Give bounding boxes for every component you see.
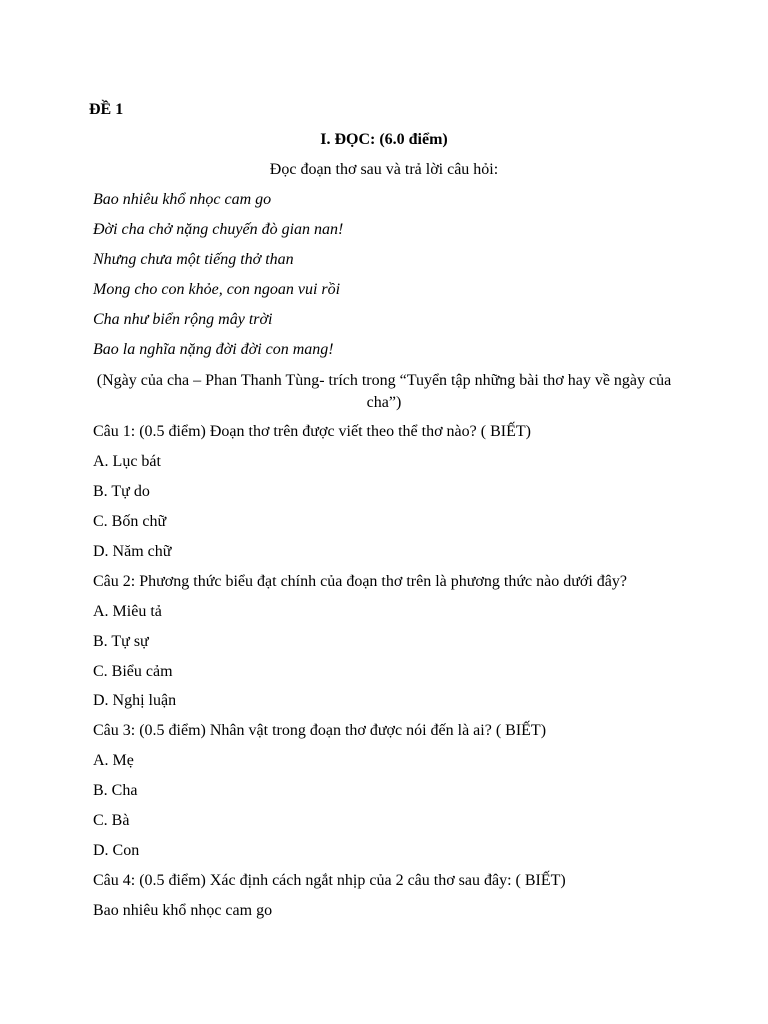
answer-option: A. Miêu tả: [93, 603, 162, 620]
exam-code: ĐỀ 1: [89, 101, 124, 118]
answer-option: B. Cha: [93, 782, 138, 799]
section-title: I. ĐỌC: (6.0 điểm): [320, 131, 448, 148]
quoted-verse: Bao nhiêu khổ nhọc cam go: [93, 902, 273, 919]
poem-line: Bao la nghĩa nặng đời đời con mang!: [93, 341, 334, 358]
poem-citation: (Ngày của cha – Phan Thanh Tùng- trích trong “Tuyển tập những bài thơ hay về ngày của cha”): [96, 372, 672, 411]
poem-line: Đời cha chở nặng chuyến đò gian nan!: [93, 221, 344, 238]
answer-option: B. Tự do: [93, 483, 150, 500]
answer-option: D. Năm chữ: [93, 543, 172, 560]
question-4: Câu 4: (0.5 điểm) Xác định cách ngắt nhịp của 2 câu thơ sau đây: ( BIẾT): [93, 872, 566, 889]
answer-option: B. Tự sự: [93, 633, 149, 650]
answer-option: C. Bốn chữ: [93, 513, 167, 530]
poem-line: Nhưng chưa một tiếng thở than: [93, 251, 294, 268]
answer-option: A. Mẹ: [93, 752, 134, 769]
poem-line: Mong cho con khỏe, con ngoan vui rồi: [93, 281, 341, 298]
poem-line: Cha như biển rộng mây trời: [93, 311, 273, 328]
poem-line: Bao nhiêu khổ nhọc cam go: [93, 191, 272, 208]
question-1: Câu 1: (0.5 điểm) Đoạn thơ trên được viết theo thể thơ nào? ( BIẾT): [93, 423, 531, 440]
answer-option: D. Con: [93, 842, 140, 859]
answer-option: C. Biểu cảm: [93, 663, 173, 680]
answer-option: D. Nghị luận: [93, 692, 177, 709]
question-3: Câu 3: (0.5 điểm) Nhân vật trong đoạn thơ được nói đến là ai? ( BIẾT): [93, 722, 547, 739]
reading-instruction: Đọc đoạn thơ sau và trả lời câu hỏi:: [269, 161, 499, 178]
question-2: Câu 2: Phương thức biểu đạt chính của đoạn thơ trên là phương thức nào dưới đây?: [93, 573, 627, 590]
answer-option: A. Lục bát: [93, 453, 161, 470]
answer-option: C. Bà: [93, 812, 130, 829]
